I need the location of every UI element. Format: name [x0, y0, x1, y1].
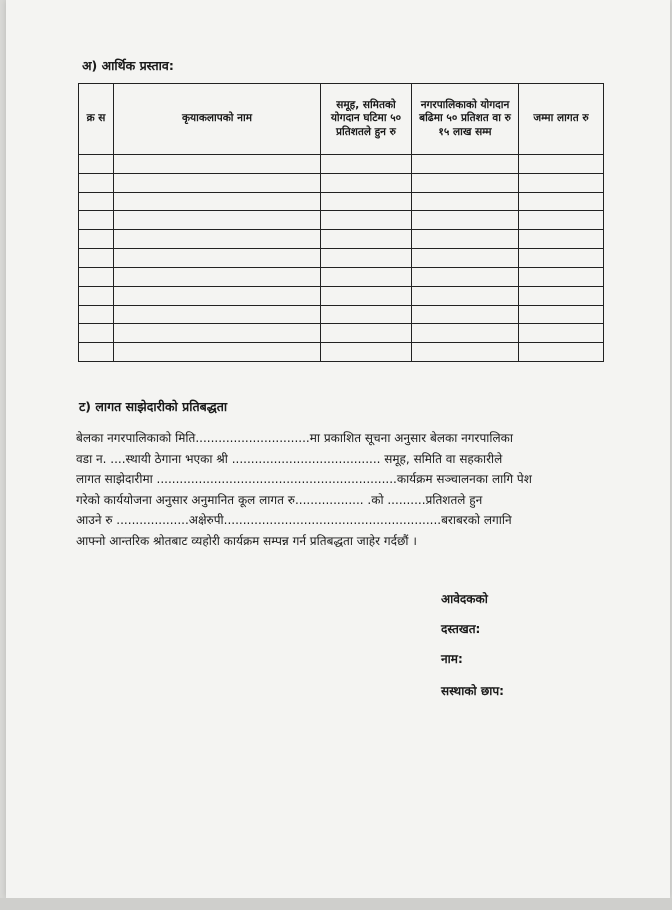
signature-label: दस्तखत:	[441, 622, 481, 636]
table-cell	[412, 267, 519, 286]
table-cell	[412, 305, 519, 324]
table-cell	[79, 343, 114, 362]
column-header-total-cost: जम्मा लागत रु	[519, 84, 604, 155]
table-cell	[114, 173, 321, 192]
financial-proposal-table	[78, 83, 604, 362]
page-shadow-edge	[0, 898, 672, 910]
table-cell	[519, 267, 604, 286]
table-cell	[114, 343, 321, 362]
table-row	[79, 267, 604, 286]
column-header-group-contribution: समूह, समितको योगदान घटिमा ५० प्रतिशतले हुन रु	[321, 84, 412, 155]
paragraph-line: लागत साझेदारीमा ...............................................................कार्यक्रम सञ्चालनका लागि पेश	[76, 472, 532, 487]
paragraph-line: आउने रु ...................अक्षेरुपी.........................................................बराबरको लगानि	[76, 513, 512, 528]
table-cell	[79, 286, 114, 305]
table-body	[79, 155, 604, 362]
table-cell	[79, 249, 114, 268]
column-header-municipality-contribution: नगरपालिकाको योगदान बढिमा ५० प्रतिशत वा रु १५ लाख सम्म	[412, 84, 519, 155]
table-cell	[114, 230, 321, 249]
paragraph-line: आफ्नो आन्तरिक श्रोतबाट व्यहोरी कार्यक्रम सम्पन्न गर्न प्रतिबद्धता जाहेर गर्दछौं ।	[76, 533, 417, 548]
commitment-paragraph	[76, 428, 604, 552]
table-row	[79, 286, 604, 305]
table-cell	[321, 192, 412, 211]
table-cell	[519, 343, 604, 362]
name-label: नाम:	[441, 652, 463, 666]
table-cell	[321, 173, 412, 192]
table-cell	[412, 286, 519, 305]
table-cell	[114, 249, 321, 268]
table-cell	[519, 155, 604, 174]
table-row	[79, 155, 604, 174]
table-header-row	[79, 84, 604, 155]
table-cell	[79, 305, 114, 324]
table-cell	[412, 249, 519, 268]
table-cell	[114, 324, 321, 343]
table-cell	[519, 249, 604, 268]
table-cell	[79, 155, 114, 174]
column-header-activity-name: कृयाकलापको नाम	[114, 84, 321, 155]
table-cell	[519, 192, 604, 211]
table-cell	[519, 211, 604, 230]
paragraph-line: गरेको कार्ययोजना अनुसार अनुमानित कूल लागत रु.................. .को ..........प्रतिशतले हुन	[76, 492, 483, 507]
table-cell	[79, 230, 114, 249]
table-row	[79, 343, 604, 362]
table-cell	[321, 211, 412, 230]
table-cell	[412, 211, 519, 230]
table-cell	[321, 343, 412, 362]
table-cell	[412, 343, 519, 362]
table-row	[79, 324, 604, 343]
table-cell	[114, 211, 321, 230]
table-cell	[519, 173, 604, 192]
paragraph-line: वडा न. ....स्थायी ठेगाना भएका श्री ....................................... समूह, समिति वा सहकारीले	[76, 451, 503, 466]
table-cell	[114, 155, 321, 174]
table-cell	[79, 211, 114, 230]
table-row	[79, 230, 604, 249]
table-row	[79, 173, 604, 192]
table-cell	[412, 173, 519, 192]
table-row	[79, 211, 604, 230]
column-header-sn: क्र स	[79, 84, 114, 155]
table-cell	[114, 267, 321, 286]
table-cell	[412, 324, 519, 343]
applicant-label: आवेदकको	[441, 592, 488, 606]
table-cell	[114, 305, 321, 324]
table-cell	[321, 267, 412, 286]
table-cell	[79, 267, 114, 286]
table-cell	[412, 192, 519, 211]
cost-sharing-commitment-heading: ट) लागत साझेदारीको प्रतिबद्धता	[79, 399, 228, 414]
table-cell	[412, 230, 519, 249]
table-cell	[321, 324, 412, 343]
table-cell	[321, 286, 412, 305]
organization-stamp-label: सस्थाको छाप:	[441, 684, 504, 698]
table-cell	[321, 155, 412, 174]
table-cell	[321, 249, 412, 268]
paragraph-line: बेलका नगरपालिकाको मिति..............................मा प्रकाशित सूचना अनुसार बेलका नगरपालिका	[76, 431, 513, 445]
table-cell	[412, 155, 519, 174]
table-cell	[519, 230, 604, 249]
table-cell	[321, 230, 412, 249]
table-row	[79, 249, 604, 268]
table-cell	[114, 286, 321, 305]
table-cell	[79, 173, 114, 192]
table-cell	[519, 286, 604, 305]
table-cell	[321, 305, 412, 324]
table-cell	[519, 324, 604, 343]
financial-proposal-heading: अ) आर्थिक प्रस्ताव:	[82, 58, 174, 73]
table-row	[79, 192, 604, 211]
table-cell	[79, 192, 114, 211]
table-cell	[79, 324, 114, 343]
table-cell	[114, 192, 321, 211]
table-cell	[519, 305, 604, 324]
table-row	[79, 305, 604, 324]
